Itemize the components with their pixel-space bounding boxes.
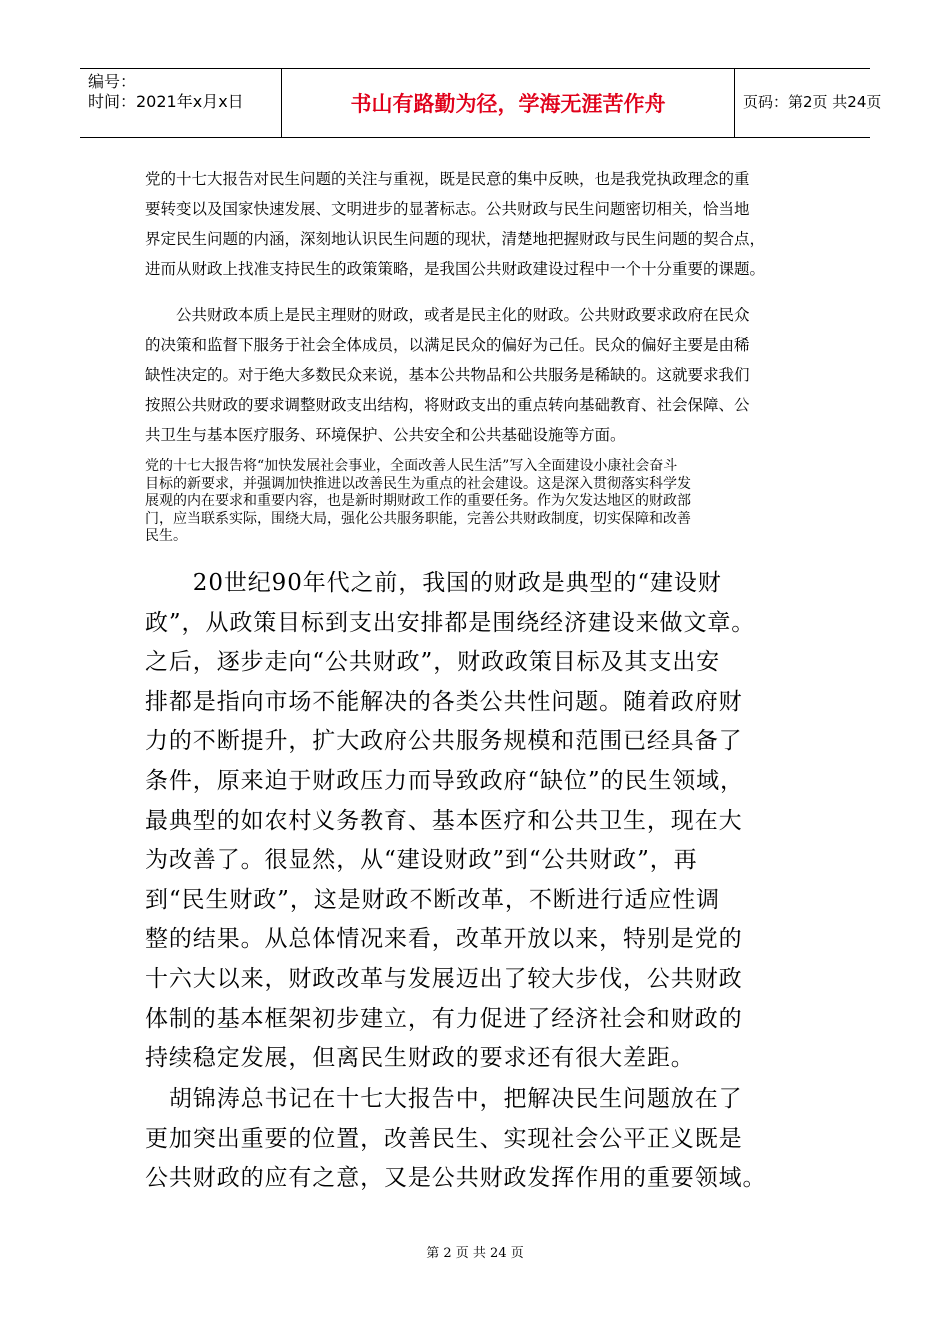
text-line: 体制的基本框架初步建立，有力促进了经济社会和财政的 [145,1005,743,1032]
text-line: 公共财政的应有之意，又是公共财政发挥作用的重要领域。 [145,1165,767,1192]
text-line: 界定民生问题的内涵，深刻地认识民生问题的现状，清楚地把握财政与民生问题的契合点， [145,230,766,248]
paragraph-hu-jintao [145,1080,766,1199]
text-line: 要转变以及国家快速发展、文明进步的显著标志。公共财政与民生问题密切相关，恰当地 [145,200,750,218]
text-line: 胡锦涛总书记在十七大报告中，把解决民生问题放在了 [145,1086,743,1112]
text-line: 进而从财政上找准支持民生的政策策略，是我国公共财政建设过程中一个十分重要的课题。 [145,260,766,278]
text-line: 排都是指向市场不能解决的各类公共性问题。随着政府财 [145,688,743,715]
header-meta-cell [80,69,280,137]
document-date-label: 时间：2021年x月x日 [88,92,244,111]
text-line: 的决策和监督下服务于社会全体成员，以满足民众的偏好为己任。民众的偏好主要是由稀 [145,336,750,354]
paragraph-public-finance [145,300,750,450]
text-line: 之后，逐步走向“公共财政”，财政政策目标及其支出安 [145,649,721,676]
text-line: 共卫生与基本医疗服务、环境保护、公共安全和公共基础设施等方面。 [145,426,626,444]
text-line: 为改善了。很显然，从“建设财政”到“公共财政”，再 [145,847,698,874]
header-page-cell [735,69,882,137]
text-line: 持续稳定发展，但离民生财政的要求还有很大差距。 [145,1045,695,1072]
paragraph-report-goals [145,458,691,546]
text-line: 展观的内在要求和重要内容，也是新时期财政工作的重要任务。作为欠发达地区的财政部 [145,493,691,510]
text-line: 更加突出重要的位置，改善民生、实现社会公平正义既是 [145,1125,743,1152]
text-line: 缺性决定的。对于绝大多数民众来说，基本公共物品和公共服务是稀缺的。这就要求我们 [145,366,750,384]
paragraph-intro [145,164,765,284]
text-line: 门，应当联系实际，围绕大局，强化公共服务职能，完善公共财政制度，切实保障和改善 [145,510,691,527]
text-line: 按照公共财政的要求调整财政支出结构，将财政支出的重点转向基础教育、社会保障、公 [145,396,750,414]
text-line: 目标的新要求，并强调加快推进以改善民生为重点的社会建设。这是深入贯彻落实科学发 [145,475,691,492]
text-line: 党的十七大报告将“加快发展社会事业，全面改善人民生活”写入全面建设小康社会奋斗 [145,458,678,474]
text-line: 政”，从政策目标到支出安排都是围绕经济建设来做文章。 [145,609,756,636]
header-motto-cell [281,69,735,137]
text-line: 条件，原来迫于财政压力而导致政府“缺位”的民生领域， [145,767,744,794]
paragraph-history [145,564,755,1079]
document-number-label: 编号： [88,72,137,91]
text-line: 最典型的如农村义务教育、基本医疗和公共卫生，现在大 [145,807,743,834]
text-line: 民生。 [145,528,187,545]
text-line: 十六大以来，财政改革与发展迈出了较大步伐，公共财政 [145,965,743,992]
header-page-number: 页码：第2页 共24页 [743,93,882,111]
document-header [80,68,882,138]
text-line: 整的结果。从总体情况来看，改革开放以来，特别是党的 [145,926,743,953]
text-line: 党的十七大报告对民生问题的关注与重视，既是民意的集中反映，也是我党执政理念的重 [145,170,750,188]
page-footer: 第 2 页 共 24 页 [426,1246,524,1261]
header-motto: 书山有路勤为径，学海无涯苦作舟 [350,92,666,116]
text-line: 到“民生财政”，这是财政不断改革，不断进行适应性调 [145,886,721,913]
text-line: 20世纪90年代之前，我国的财政是典型的“建设财 [145,570,722,596]
text-line: 公共财政本质上是民主理财的财政，或者是民主化的财政。公共财政要求政府在民众 [145,306,750,324]
text-line: 力的不断提升，扩大政府公共服务规模和范围已经具备了 [145,728,743,755]
